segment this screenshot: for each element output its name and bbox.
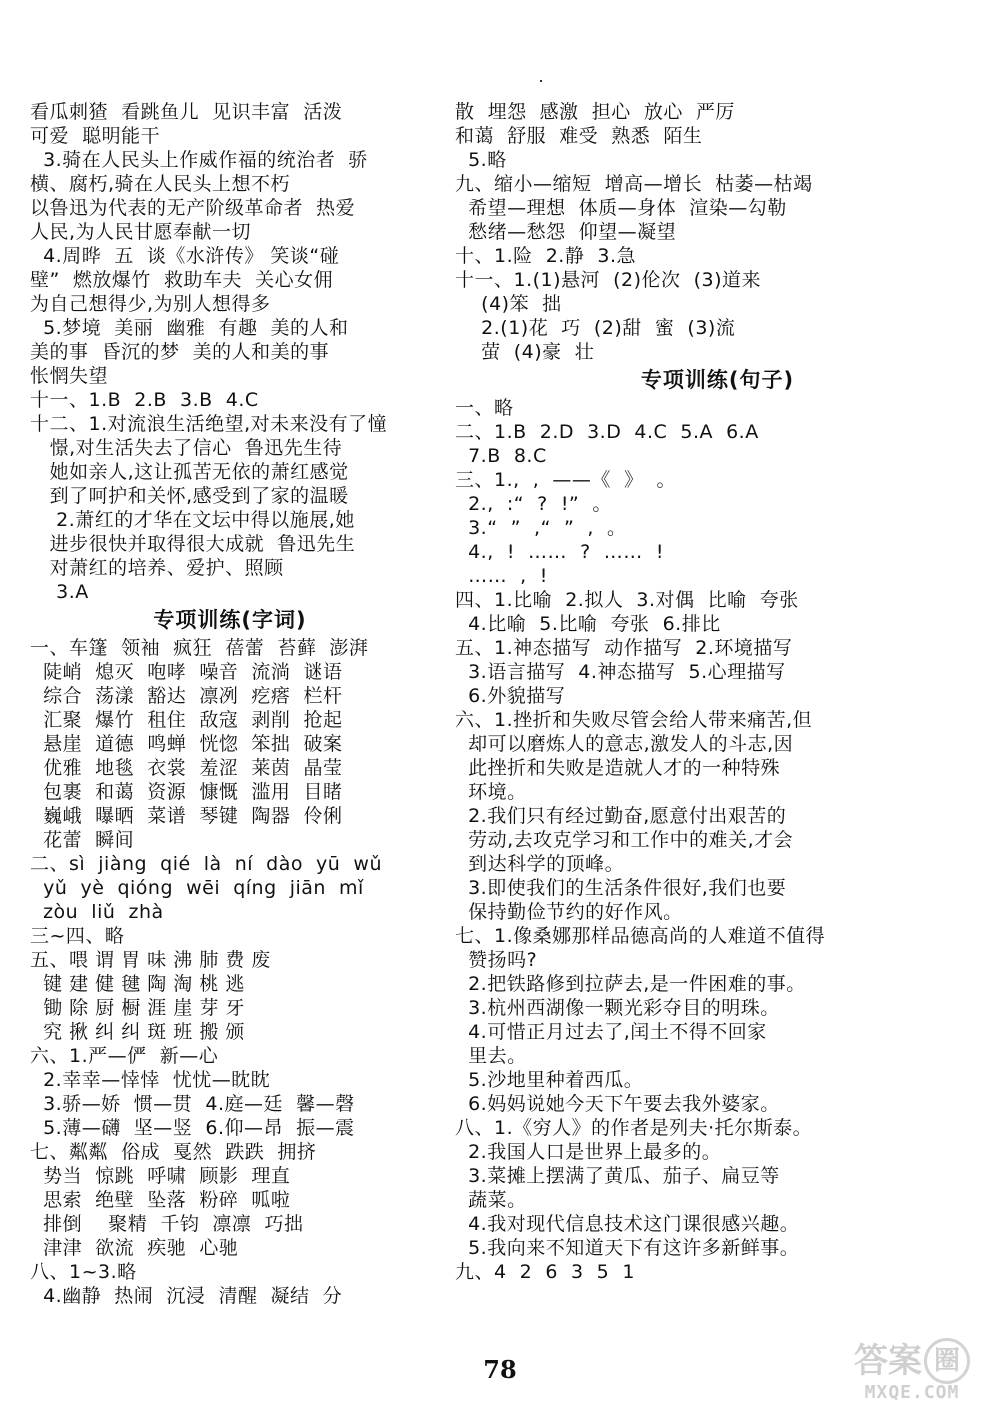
answer-line: 综合 荡漾 豁达 凛冽 疙瘩 栏杆 [30,685,343,707]
answer-line: 四、1.比喻 2.拟人 3.对偶 比喻 夸张 [455,589,799,611]
answer-line: 劳动,去攻克学习和工作中的难关,才会 [455,829,794,851]
watermark [832,1340,992,1406]
section-title: 专项训练(字词) [153,608,307,632]
answer-line: 6.外貌描写 [455,685,566,707]
answer-line: 汇聚 爆竹 租住 敌寇 剥削 抢起 [30,709,343,731]
answer-line: 3.杭州西湖像一颗光彩夺目的明珠。 [455,997,780,1019]
answer-line: 津津 欲流 疾驰 心驰 [30,1237,239,1259]
answer-line: 包裹 和蔼 资源 慷慨 滥用 目睹 [30,781,343,803]
answer-line: 里去。 [455,1045,527,1067]
watermark-logo [832,1340,992,1382]
answer-line: 2.我们只有经过勤奋,愿意付出艰苦的 [455,805,787,827]
answer-line: 七、1.像桑娜那样品德高尚的人难道不值得 [455,925,826,947]
answer-line: 蔬菜。 [455,1189,527,1211]
answer-line: 三、1., , ——《 》 。 [455,469,677,491]
answer-line: 此挫折和失败是造就人才的一种特殊 [455,757,781,779]
answer-line: 二、sì jiàng qié là ní dào yū wǔ [30,853,383,875]
answer-line: 七、粼粼 俗成 戛然 跌跌 拥挤 [30,1141,317,1163]
answer-line: 5.梦境 美丽 幽雅 有趣 美的人和 [30,317,349,339]
answer-line: 人民,为人民甘愿奉献一切 [30,221,252,243]
answer-line: 和蔼 舒服 难受 熟悉 陌生 [455,125,703,147]
answer-line: 2., :“ ? !” 。 [455,493,612,515]
answer-line: …… , ! [455,565,548,587]
right-answer-column [455,100,980,1284]
answer-line: 五、1.神态描写 动作描写 2.环境描写 [455,637,793,659]
answer-line: 怅惘失望 [30,365,109,387]
answer-line: 排倒 聚精 千钧 凛凛 巧拙 [30,1213,304,1235]
answer-line: 键 建 健 毽 陶 淘 桃 逃 [30,973,245,995]
answer-line: 3.骑在人民头上作威作福的统治者 骄 [30,149,368,171]
answer-line: 保持勤俭节约的好作风。 [455,901,683,923]
answer-line: 美的事 昏沉的梦 美的人和美的事 [30,341,330,363]
answer-line: 7.B 8.C [455,445,547,467]
answer-line: 十一、1.(1)悬河 (2)伦次 (3)道来 [455,269,762,291]
answer-line: 九、缩小—缩短 增高—增长 枯萎—枯竭 [455,173,813,195]
answer-line: 5.薄—礴 坚—竖 6.仰—昂 振—震 [30,1117,355,1139]
answer-line: 对萧红的培养、爱护、照顾 [30,557,284,579]
left-answer-column [30,100,430,1308]
answer-line: 十二、1.对流浪生活绝望,对未来没有了憧 [30,413,388,435]
answer-line: 六、1.严—俨 新—心 [30,1045,219,1067]
answer-line: 愁绪—愁怨 仰望—凝望 [455,221,677,243]
answer-line: 五、喂 谓 胃 味 沸 肺 费 废 [30,949,271,971]
scan-dot [540,80,542,82]
answer-line: 悬崖 道德 鸣蝉 恍惚 笨拙 破案 [30,733,343,755]
answer-line: 5.略 [455,149,507,171]
answer-line: 4.可惜正月过去了,闰土不得不回家 [455,1021,767,1043]
answer-line: 进步很快并取得很大成就 鲁迅先生 [30,533,356,555]
answer-line: 到了呵护和关怀,感受到了家的温暖 [30,485,349,507]
answer-line: 巍峨 曝晒 菜谱 琴键 陶器 伶俐 [30,805,343,827]
watermark-logo-text: 答案 [854,1341,922,1381]
answer-line: 6.妈妈说她今天下午要去我外婆家。 [455,1093,780,1115]
answer-line: 看瓜刺猹 看跳鱼儿 见识丰富 活泼 [30,101,343,123]
answer-line: 思索 绝壁 坠落 粉碎 呱啦 [30,1189,291,1211]
answer-line: 散 埋怨 感激 担心 放心 严厉 [455,101,735,123]
answer-line: 4.幽静 热闹 沉浸 清醒 凝结 分 [30,1285,343,1307]
answer-line: 5.我向来不知道天下有这许多新鲜事。 [455,1237,800,1259]
answer-line: 以鲁迅为代表的无产阶级革命者 热爱 [30,197,356,219]
watermark-logo-circle: 圈 [924,1338,970,1384]
answer-line: 十、1.险 2.静 3.急 [455,245,637,267]
answer-line: 3.骄—娇 惯—贯 4.庭—廷 馨—磬 [30,1093,355,1115]
answer-line: (4)笨 拙 [455,293,562,315]
answer-line: 却可以磨炼人的意志,激发人的斗志,因 [455,733,794,755]
answer-line: 5.沙地里种着西瓜。 [455,1069,644,1091]
answer-line: 究 揪 纠 纠 斑 班 搬 颁 [30,1021,245,1043]
answer-line: 2.我国人口是世界上最多的。 [455,1141,722,1163]
answer-line: 六、1.挫折和失败尽管会给人带来痛苦,但 [455,709,813,731]
answer-line: 4.周晔 五 谈《水浒传》 笑谈“碰 [30,245,340,267]
answer-line: 3.语言描写 4.神态描写 5.心理描写 [455,661,786,683]
answer-line: 花蕾 瞬间 [30,829,135,851]
answer-line: 优雅 地毯 衣裳 羞涩 莱茵 晶莹 [30,757,343,779]
answer-line: 一、略 [455,397,514,419]
answer-line: 憬,对生活失去了信心 鲁迅先生待 [30,437,343,459]
answer-line: 八、1.《穷人》的作者是列夫·托尔斯泰。 [455,1117,813,1139]
answer-line: 2.把铁路修到拉萨去,是一件困难的事。 [455,973,806,995]
answer-line: 3.“ ” ,“ ” , 。 [455,517,627,539]
answer-line: 势当 惊跳 呼啸 顾影 理直 [30,1165,291,1187]
answer-line: 萤 (4)豪 壮 [455,341,595,363]
answer-line: 4.比喻 5.比喻 夸张 6.排比 [455,613,721,635]
answer-line: zòu liǔ zhà [30,901,164,923]
answer-line: 一、车篷 领袖 疯狂 蓓蕾 苔藓 澎湃 [30,637,369,659]
section-title: 专项训练(句子) [640,368,795,392]
answer-line: 2.幸幸—悻悻 忧忧—眈眈 [30,1069,271,1091]
answer-line: 十一、1.B 2.B 3.B 4.C [30,389,259,411]
answer-line: 陡峭 熄灭 咆哮 噪音 流淌 谜语 [30,661,343,683]
answer-line: 锄 除 厨 橱 涯 崖 芽 牙 [30,997,245,1019]
answer-line: 2.(1)花 巧 (2)甜 蜜 (3)流 [455,317,736,339]
watermark-url: MXQE.COM [864,1382,960,1403]
answer-line: 九、4 2 6 3 5 1 [455,1261,635,1283]
answer-line: 为自己想得少,为别人想得多 [30,293,271,315]
answer-line: 三~四、略 [30,925,125,947]
answer-line: 希望—理想 体质—身体 渲染—勾勒 [455,197,787,219]
answer-line: 她如亲人,这让孤苦无依的萧红感觉 [30,461,349,483]
answer-line: 环境。 [455,781,527,803]
answer-line: 3.菜摊上摆满了黄瓜、茄子、扁豆等 [455,1165,780,1187]
answer-line: 4.我对现代信息技术这门课很感兴趣。 [455,1213,800,1235]
page-number: 78 [483,1355,517,1384]
answer-line: 4., ! …… ? …… ! [455,541,664,563]
answer-line: 赞扬吗? [455,949,538,971]
answer-line: 到达科学的顶峰。 [455,853,625,875]
answer-line: 二、1.B 2.D 3.D 4.C 5.A 6.A [455,421,759,443]
answer-line: 可爱 聪明能干 [30,125,161,147]
answer-line: 壁” 燃放爆竹 救助车夫 关心女佣 [30,269,334,291]
answer-line: 3.即使我们的生活条件很好,我们也要 [455,877,787,899]
answer-line: 2.萧红的才华在文坛中得以施展,她 [30,509,355,531]
answer-line: 八、1~3.略 [30,1261,137,1283]
answer-line: 3.A [30,581,89,603]
answer-line: 横、腐朽,骑在人民头上想不朽 [30,173,291,195]
answer-line: yǔ yè qióng wēi qíng jiān mǐ [30,877,364,899]
